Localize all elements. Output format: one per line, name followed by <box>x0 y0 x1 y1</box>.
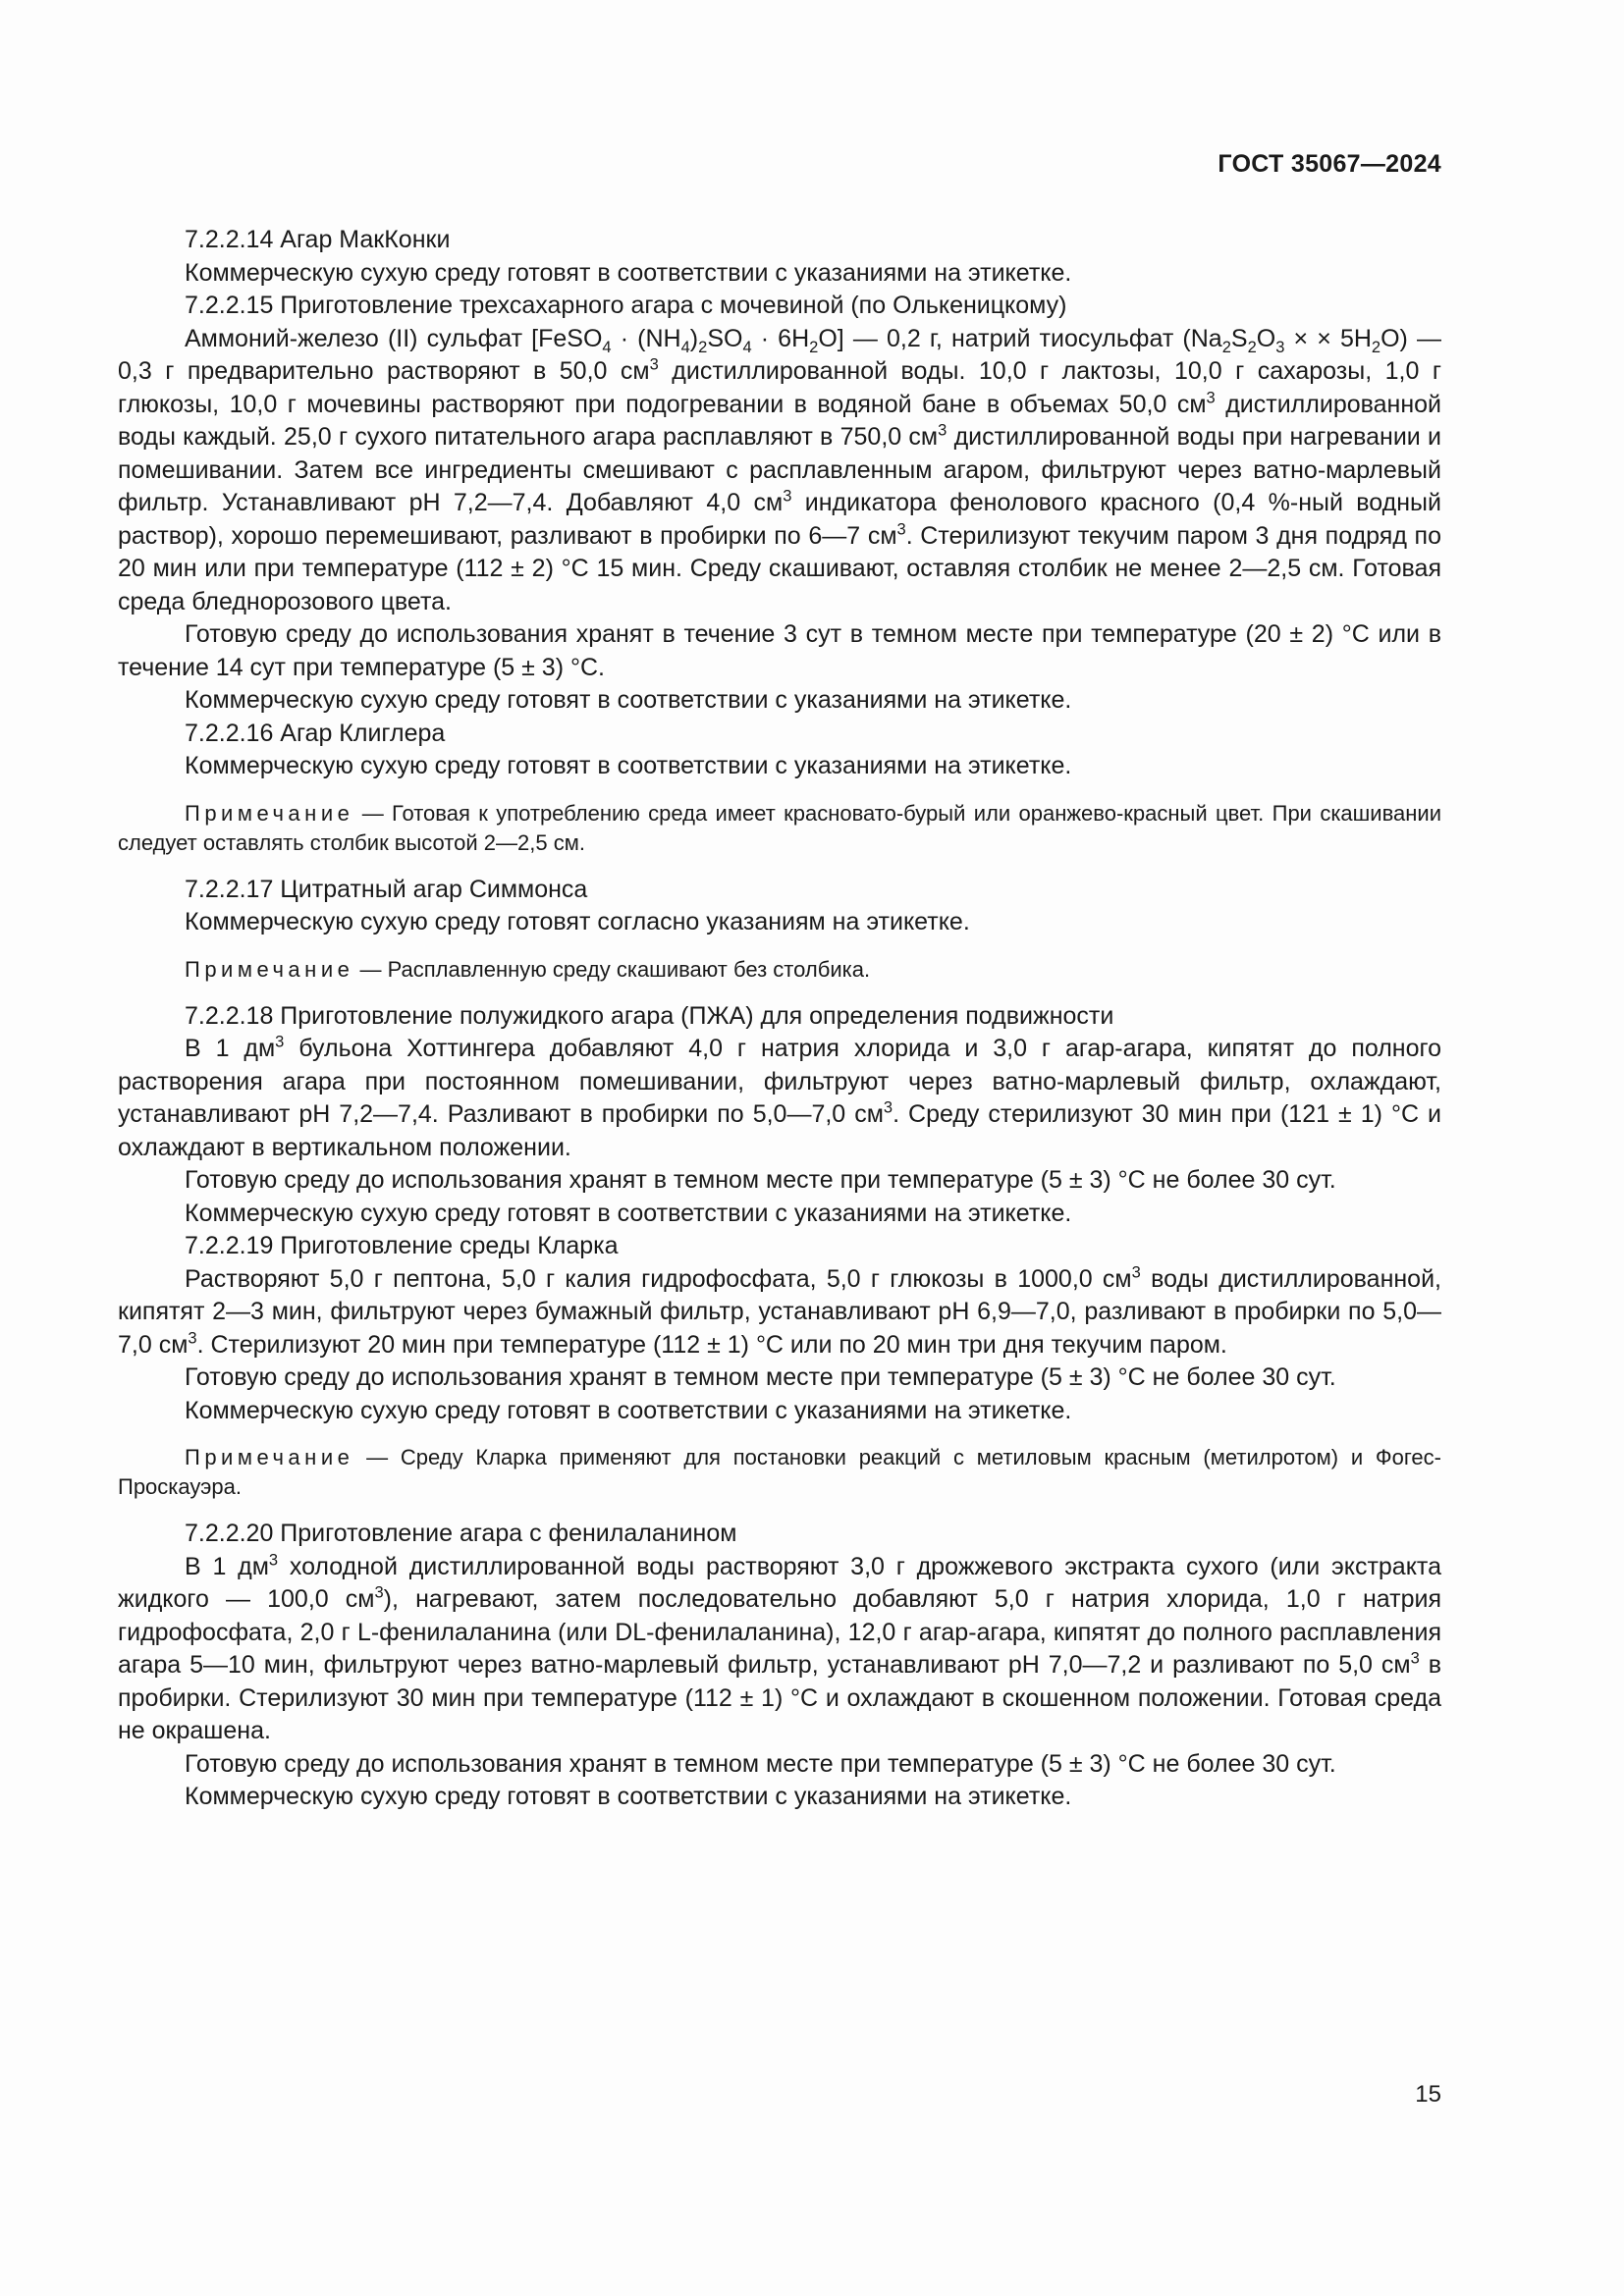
page-number: 15 <box>1415 2081 1441 2108</box>
section-title-7-2-2-15 <box>118 290 1441 323</box>
note-text: — Готовая к употреблению среда имеет красновато-бурый или оранжево-красный цвет. При скашивании следует оставлять столбик высотой 2—2,5 см. <box>118 800 1441 855</box>
commercial-note-text: Коммерческую сухую среду готовят в соответствии с указаниями на этикетке. <box>185 686 1072 714</box>
section-title-7-2-2-20: 7.2.2.20 Приготовление агара с фенилаланином <box>185 1520 737 1547</box>
superscript: 3 <box>1206 389 1216 407</box>
subscript: 3 <box>1275 338 1285 356</box>
superscript: 3 <box>1131 1263 1141 1282</box>
commercial-note-text: Коммерческую сухую среду готовят в соответствии с указаниями на этикетке. <box>185 1783 1072 1810</box>
preparation-paragraph <box>118 323 1441 619</box>
text-run: дистиллированной воды при нагревании и помешивании. Затем все ингредиенты смешивают с расплавленным агаром, фильтруют через ватно-марлевый фильтр. Устанавливают рН 7,2—7,4. Добавляют 4,0 см <box>118 423 1441 516</box>
text-run: · 6H <box>751 324 810 352</box>
subscript: 2 <box>1371 338 1381 356</box>
text-run: воды дистиллированной, кипятят 2—3 мин, фильтруют через бумажный фильтр, устанавливают рН 6,9—7,0, разливают в пробирки по 5,0—7,0 см <box>118 1264 1441 1359</box>
note-block <box>118 799 1441 858</box>
subscript: 2 <box>1247 338 1257 356</box>
subscript: 4 <box>602 338 612 356</box>
subscript: 2 <box>1221 338 1231 356</box>
superscript: 3 <box>374 1583 384 1602</box>
superscript: 3 <box>896 520 906 539</box>
text-run: В 1 дм <box>185 1035 276 1062</box>
note-text: — Среду Кларка применяют для постановки реакций с метиловым красным (метилротом) и Фогес-Проскауэра. <box>118 1445 1441 1499</box>
text-run: холодной дистиллированной воды растворяют 3,0 г дрожжевого экстракта сухого (или экстракта жидкого — 100,0 см <box>118 1552 1441 1613</box>
text-run: O] — 0,2 г, натрий тиосульфат (Na <box>818 324 1222 352</box>
note-label: Примечание <box>185 800 354 826</box>
superscript: 3 <box>938 421 947 440</box>
text-run: . Среду стерилизуют 30 мин при (121 ± 1) °С и охлаждают в вертикальном положении. <box>118 1100 1441 1161</box>
text-run: в пробирки. Стерилизуют 30 мин при температуре (112 ± 1) °С и охлаждают в скошенном положении. Готовая среда не окрашена. <box>118 1651 1441 1744</box>
storage-paragraph: Готовую среду до использования хранят в темном месте при температуре (5 ± 3) °С не более 30 сут. <box>185 1363 1336 1391</box>
storage-paragraph: Готовую среду до использования хранят в темном месте при температуре (5 ± 3) °С не более 30 сут. <box>185 1749 1336 1778</box>
text-run: O <box>1256 324 1276 352</box>
text-run: SO <box>707 324 743 352</box>
storage-paragraph: Готовую среду до использования хранят в темном месте при температуре (5 ± 3) °С не более 30 сут. <box>185 1166 1336 1194</box>
superscript: 3 <box>883 1098 893 1117</box>
text-run: бульона Хоттингера добавляют 4,0 г натрия хлорида и 3,0 г агар-агара, кипятят до полного растворения агара при постоянном помешивании, фильтруют через ватно-марлевый фильтр, охлаждают, устанавливают рН 7,2—7,4. Разливают в пробирки по 5,0—7,0 см <box>118 1035 1441 1128</box>
superscript: 3 <box>275 1033 285 1051</box>
note-label: Примечание <box>185 1445 354 1469</box>
subscript: 4 <box>680 338 690 356</box>
text-run: · (NH <box>611 324 681 352</box>
text-run: O) — 0,3 г предварительно растворяют в 50,0 см <box>118 324 1441 385</box>
commercial-note-text: Коммерческую сухую среду готовят в соответствии с указаниями на этикетке. <box>185 258 1072 287</box>
section-title-7-2-2-18: 7.2.2.18 Приготовление полужидкого агара (ПЖА) для определения подвижности <box>185 1001 1114 1030</box>
commercial-note-text: Коммерческую сухую среду готовят в соответствии с указаниями на этикетке. <box>185 1199 1072 1227</box>
superscript: 3 <box>783 487 792 506</box>
text-run: ), нагревают, затем последовательно добавляют 5,0 г натрия хлорида, 1,0 г натрия гидрофосфата, 2,0 г L-фенилаланина (или DL-фенилаланина), 12,0 г агар-агара, кипятят до полного расплавления агара 5—10 мин, фильтруют через ватно-марлевый фильтр, устанавливают рН 7,0—7,2 и разливают по 5,0 см <box>118 1585 1441 1679</box>
note-text: — Расплавленную среду скашивают без столбика. <box>353 956 871 982</box>
text-run: Растворяют 5,0 г пептона, 5,0 г калия гидрофосфата, 5,0 г глюкозы в 1000,0 см <box>185 1264 1132 1293</box>
subscript: 2 <box>698 338 708 356</box>
superscript: 3 <box>1410 1649 1420 1668</box>
standard-designation: ГОСТ 35067—2024 <box>1218 150 1441 178</box>
text-run: ) <box>689 324 699 352</box>
commercial-note-text: Коммерческую сухую среду готовят согласно указаниям на этикетке. <box>185 908 970 935</box>
note-label: Примечание <box>185 956 354 982</box>
text-run: дистиллированной воды. 10,0 г лактозы, 10,0 г сахарозы, 1,0 г глюкозы, 10,0 г мочевины растворяют при подогревании в водяной бане в объемах 50,0 см <box>118 357 1441 418</box>
commercial-note-text: Коммерческую сухую среду готовят в соответствии с указаниями на этикетке. <box>185 1396 1072 1424</box>
section-title-7-2-2-17: 7.2.2.17 Цитратный агар Симмонса <box>185 875 588 903</box>
text-run: × × 5H <box>1284 324 1372 352</box>
text-run: дистиллированной воды каждый. 25,0 г сухого питательного агара расплавляют в 750,0 см <box>118 390 1442 451</box>
text-run: индикатора фенолового красного (0,4 %-ный водный раствор), хорошо перемешивают, разливают в пробирки по 6—7 см <box>118 489 1441 550</box>
preparation-paragraph <box>118 1263 1441 1362</box>
preparation-paragraph <box>118 1033 1441 1164</box>
preparation-paragraph <box>118 1551 1441 1748</box>
page-body <box>118 224 1441 1814</box>
text-run: . Стерилизуют текучим паром 3 дня подряд по 20 мин или при температуре (112 ± 2) °С 15 мин. Среду скашивают, оставляя столбик не менее 2—2,5 см. Готовая среда бледнорозового цвета. <box>118 521 1442 615</box>
commercial-note-text: Коммерческую сухую среду готовят в соответствии с указаниями на этикетке. <box>185 752 1072 779</box>
superscript: 3 <box>188 1329 197 1348</box>
section-title-text: 7.2.2.15 Приготовление трехсахарного агара с мочевиной (по Олькеницкому) <box>185 292 1067 319</box>
superscript: 3 <box>649 355 659 374</box>
superscript: 3 <box>268 1551 279 1570</box>
subscript: 2 <box>809 338 819 356</box>
section-title-7-2-2-19: 7.2.2.19 Приготовление среды Кларка <box>185 1232 619 1259</box>
section-title-7-2-2-16: 7.2.2.16 Агар Клиглера <box>185 719 446 747</box>
text-run: Аммоний-железо (II) сульфат [FeSO <box>185 324 603 352</box>
note-block <box>118 1443 1441 1502</box>
text-run: . Стерилизуют 20 мин при температуре (112 ± 1) °С или по 20 мин три дня текучим паром. <box>196 1330 1227 1359</box>
note-block <box>118 955 1441 985</box>
text-run: В 1 дм <box>185 1552 269 1580</box>
subscript: 4 <box>742 338 752 356</box>
section-title-7-2-2-14: 7.2.2.14 Агар МакКонки <box>185 226 451 253</box>
text-run: S <box>1230 324 1248 352</box>
storage-paragraph: Готовую среду до использования хранят в течение 3 сут в темном месте при температуре (20 ± 2) °С или в течение 14 сут при температуре (5 ± 3) °С. <box>118 620 1441 681</box>
